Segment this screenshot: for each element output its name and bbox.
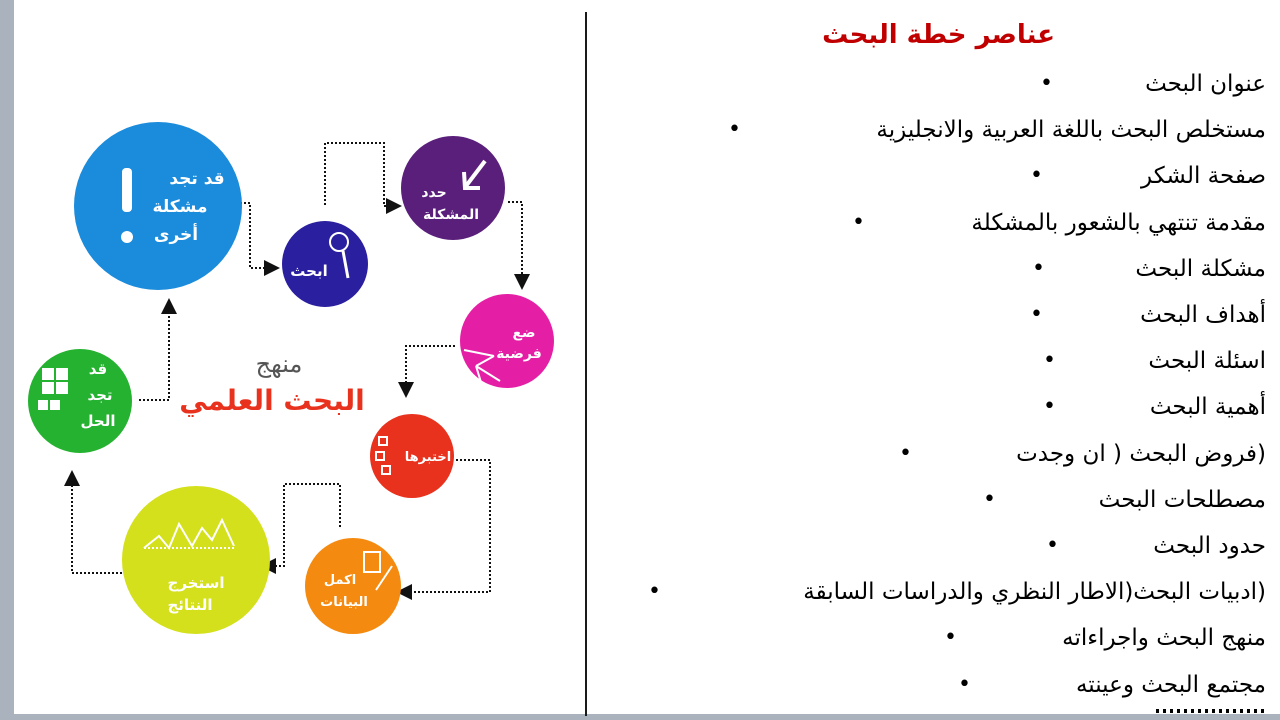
list-bullet: • [648,579,661,604]
list-bullet: • [899,441,912,466]
step-define-label-line2: المشكلة [422,207,480,223]
cutoff-text-fragment [1156,709,1266,713]
step-data-label-line2: البيانات [320,595,368,610]
list-bullet: • [1046,533,1059,558]
step-problem-label-line1: قد تجد [169,169,225,189]
list-bullet: • [852,210,865,235]
list-bullet: • [958,672,971,697]
step-solution-label-line3: الحل [80,412,116,430]
list-item: (ادبيات البحث(الاطار النظري والدراسات السابقة [803,579,1266,605]
list-bullet: • [1030,163,1043,188]
list-item: مصطلحات البحث [1098,487,1266,513]
list-bullet: • [983,487,996,512]
list-item: صفحة الشكر [1141,163,1266,189]
step-test-label: اختبرها [404,450,452,465]
step-solution-label-line2: تجد [87,386,113,404]
list-item: عنوان البحث [1145,71,1266,97]
step-problem-label-line3: أخرى [153,225,199,245]
step-research-label: ابحث [290,262,328,280]
list-item: مشكلة البحث [1135,256,1266,282]
diagram-title-line2: البحث العلمي [179,384,365,417]
list-bullet: • [944,625,957,650]
step-solution-label-line1: قد [88,360,108,378]
step-hypothesis-label-line2: فرضية [496,346,542,362]
step-problem-label-line2: مشكلة [152,197,208,217]
list-item: حدود البحث [1153,533,1266,559]
diagram-title-line1: منهج [255,350,303,378]
list-item: أهداف البحث [1140,302,1266,328]
step-hypothesis-label-line1: ضع [512,325,536,341]
step-data-label-line1: اكمل [323,573,357,588]
list-item: مقدمة تنتهي بالشعور بالمشكلة [971,210,1266,236]
list-bullet: • [1030,302,1043,327]
list-bullet: • [728,117,741,142]
list-bullet: • [1040,71,1053,96]
list-item: اسئلة البحث [1148,348,1266,374]
step-results-label-line2: النتائج [167,596,213,614]
list-item: (فروض البحث ( ان وجدت [1016,441,1266,467]
list-bullet: • [1043,394,1056,419]
list-bullet: • [1043,348,1056,373]
list-item: مستخلص البحث باللغة العربية والانجليزية [876,117,1266,143]
step-results-label-line1: استخرج [167,574,225,592]
slide-bottom-border [0,714,1280,720]
page-title: عناصر خطة البحث [822,20,1055,50]
list-bullet: • [1032,256,1045,281]
list-item: مجتمع البحث وعينته [1075,672,1266,698]
list-item: منهج البحث واجراءاته [1062,625,1266,651]
list-item: أهمية البحث [1149,394,1266,420]
step-define-label-line1: حدد [421,185,447,201]
